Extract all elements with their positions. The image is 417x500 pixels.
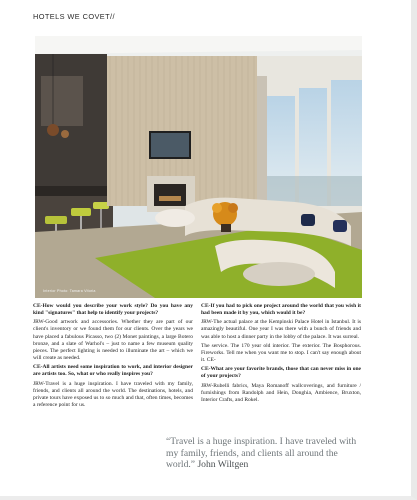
interview-answer: JRW-Good artwork and accessories. Whether they are part of our client's inventory or we found them for our clients. Over the years we have placed a fabulous Picasso, two (2) Monet paintings, a large Botero bronze, and a slate of Warhol's – just to name a few museum quality pieces. The perfect lighting is needed to illuminate the art – which we will create as needed. — [33, 319, 193, 362]
pull-quote-text: “Travel is a huge inspiration. I have traveled with my family, friends, and clients all around the world.” — [166, 436, 357, 471]
photo-credit: Interior Photo: Tamara Vitoria — [43, 289, 96, 293]
interview-answer: JRW-The actual palace at the Kempinski Palace Hotel in Istanbul. It is amazingly beautiful. One year I was there with a bunch of friends and was able to host a dinner party in the lobby of the palace. It was surreal. — [201, 319, 361, 340]
left-column — [33, 303, 193, 411]
interview-answer: The service. The 170 year old interior. The exterior. The Bosphorous. Fireworks. Tell me when you want me to stop. I can't say enough about it. CE- — [201, 342, 361, 364]
pull-quote-attribution: John Wiltgen — [197, 459, 249, 471]
pull-quote — [166, 436, 368, 471]
interview-answer: JRW-Travel is a huge inspiration. I have traveled with my family, friends, and clients all around the world. The destinations, hotels, and private tours have exposed us to so much and that, often times, becomes a reference point for us. — [33, 380, 193, 409]
right-column — [201, 303, 361, 406]
interview-answer: JRW-Rubelli fabrics, Maya Romanoff wallcoverings, and furniture / furnishings from Randolph and Hein, Donghia, Ambience, Bruxton, Interior Crafts, and Rokel. — [201, 382, 361, 403]
section-header: HOTELS WE COVET// — [33, 12, 115, 21]
interview-question: CE-If you had to pick one project around the world that you wish it had been made it by you, which would it be? — [201, 303, 361, 317]
interview-question: CE-How would you describe your work style? Do you have any kind "signatures" that help to identify your projects? — [33, 303, 193, 317]
interview-question: CE-What are your favorite brands, those that can never miss in one of your projects? — [201, 366, 361, 380]
interview-question: CE-All artists need some inspiration to work, and interior designer are artists too. So, what or who really inspires you? — [33, 364, 193, 378]
hotel-interior-photo — [35, 36, 362, 298]
